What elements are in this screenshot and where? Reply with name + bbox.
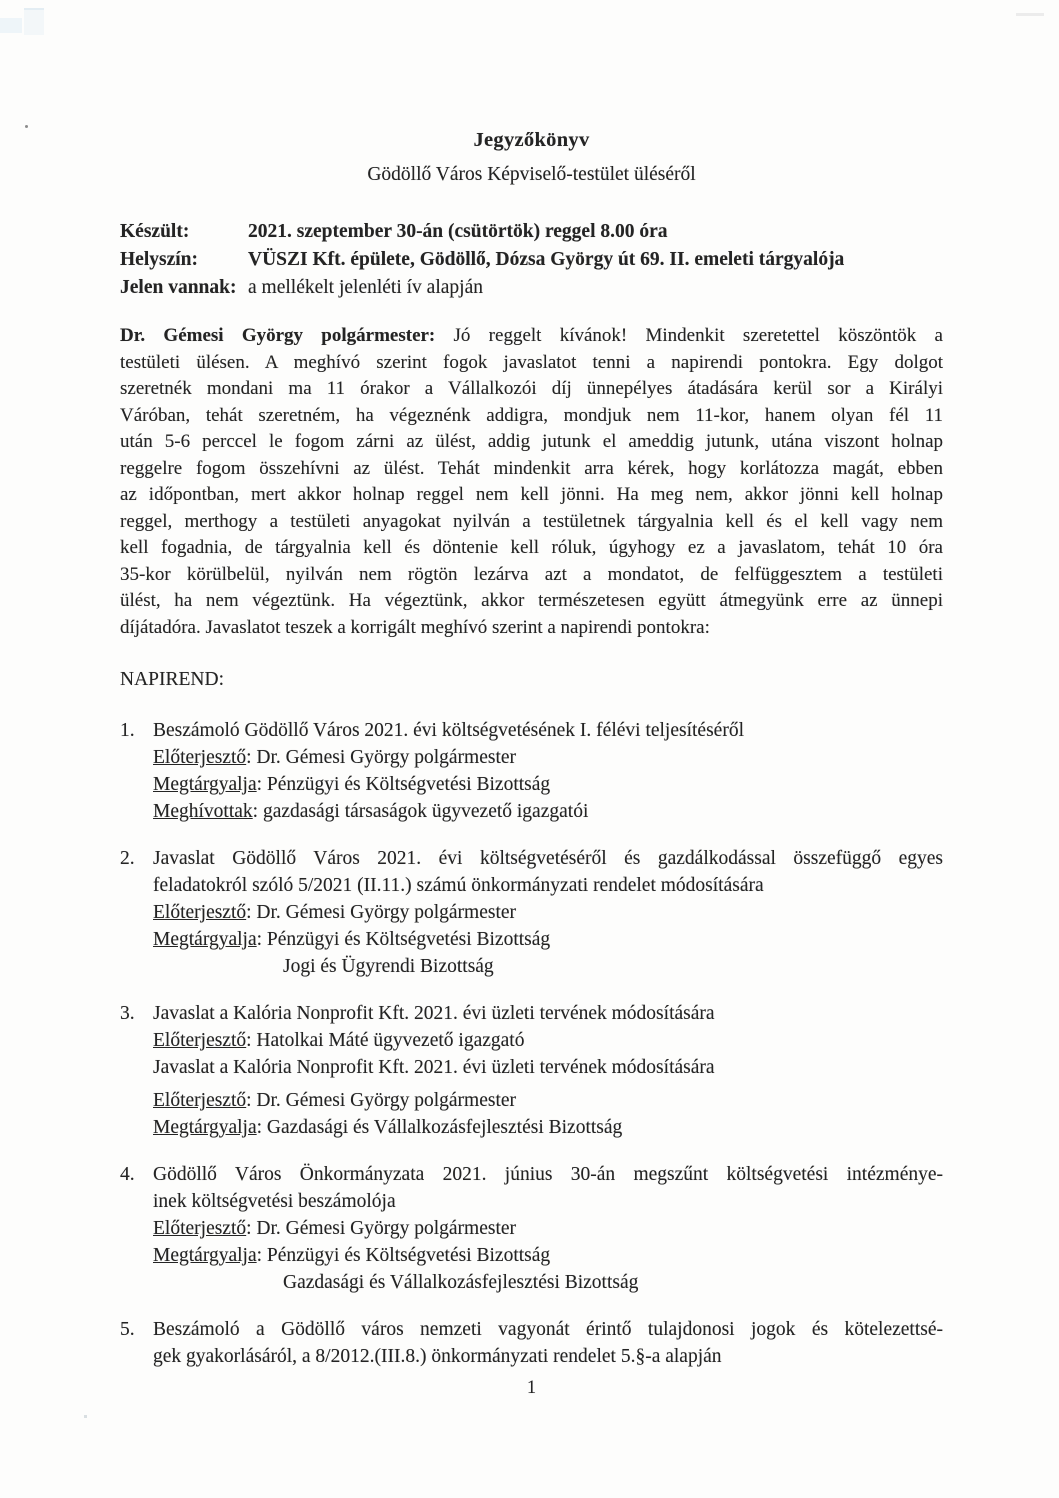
submitter-label: Előterjesztő [153, 1090, 247, 1111]
agenda-item-number: 3. [120, 1003, 135, 1024]
agenda-item-body [153, 717, 943, 825]
agenda-item-title: Javaslat a Kalória Nonprofit Kft. 2021. évi üzleti tervének módosítására [153, 1003, 715, 1024]
meta-block [120, 218, 943, 302]
meta-row-jelen-vannak [120, 274, 943, 302]
submitter-value: : Dr. Gémesi György polgármester [246, 1218, 517, 1239]
discusses-label: Megtárgyalja [153, 774, 257, 795]
discusses-label: Megtárgyalja [153, 1245, 257, 1266]
invited-value: : gazdasági társaságok ügyvezető igazgatói [252, 801, 589, 822]
agenda-item-title-line2: gek gyakorlásáról, a 8/2012.(III.8.) önkormányzati rendelet 5.§-a alapján [153, 1346, 722, 1367]
meta-label: Jelen vannak: [120, 277, 237, 298]
agenda-discusses-line2: Jogi és Ügyrendi Bizottság [283, 956, 494, 977]
speech-line: testületi ülésen. A meghívó szerint fogok javaslatot tenni a napirendi pontokra. Egy dolgot [120, 351, 943, 373]
meta-value: VÜSZI Kft. épülete, Gödöllő, Dózsa György út 69. II. emeleti tárgyalója [248, 249, 845, 270]
speech-line-first-text: Jó reggelt kívánok! Mindenkit szeretettel köszöntök a [435, 325, 943, 346]
speech-line: reggel, merthogy a testületi anyagokat nyilván a testületnek tárgyalnia kell és el kell vagy nem [120, 510, 943, 532]
submitter-value: : Dr. Gémesi György polgármester [246, 902, 517, 923]
submitter-label: Előterjesztő [153, 1030, 247, 1051]
discusses-value: : Pénzügyi és Költségvetési Bizottság [256, 929, 551, 950]
page-subtitle: Gödöllő Város Képviselő-testület üléséről [367, 164, 696, 185]
agenda-item-4 [120, 1161, 943, 1296]
agenda-item-5 [120, 1316, 943, 1370]
discusses-value: : Pénzügyi és Költségvetési Bizottság [256, 1245, 551, 1266]
agenda-submitter-line2 [153, 1087, 943, 1114]
agenda-item-title-line2: inek költségvetési beszámolója [153, 1191, 396, 1212]
agenda-item-body [153, 1000, 943, 1141]
speech-line: az időpontban, mert akkor holnap reggel nem kell jönni. Ha meg nem, akkor jönni kell holnap [120, 484, 943, 505]
agenda-submitter-line [153, 899, 943, 926]
discusses-value: : Gazdasági és Vállalkozásfejlesztési Bizottság [256, 1117, 623, 1138]
meta-row-keszult [120, 218, 943, 246]
agenda-discusses-line [153, 926, 943, 953]
scan-artifact [25, 125, 28, 128]
agenda-submitter-line [153, 1215, 943, 1242]
agenda-item-number: 5. [120, 1319, 135, 1340]
agenda-item-title-line1: Beszámoló a Gödöllő város nemzeti vagyonát érintő tulajdonosi jogok és kötelezettsé- [153, 1319, 943, 1340]
scan-artifact [1016, 13, 1044, 16]
agenda-item-title-line1: Javaslat Gödöllő Város 2021. évi költségvetéséről és gazdálkodással összefüggő egyes [153, 848, 943, 869]
agenda-item-number: 4. [120, 1164, 135, 1185]
agenda-list [120, 717, 943, 1370]
agenda-discusses-line [153, 771, 943, 798]
agenda-item-1 [120, 717, 943, 825]
agenda-item-body [153, 1161, 943, 1296]
meta-value: a mellékelt jelenléti ív alapján [248, 277, 483, 298]
speech-line: kell fogadnia, de tárgyalnia kell és döntenie kell róluk, úgyhogy ez a javaslatom, tehát 10 óra [120, 537, 943, 558]
scan-artifact [0, 18, 22, 33]
agenda-item-3 [120, 1000, 943, 1141]
agenda-item-title-line1: Gödöllő Város Önkormányzata 2021. június 30-án megszűnt költségvetési intézménye- [153, 1164, 943, 1185]
page-title: Jegyzőkönyv [473, 129, 590, 151]
speech-lines [120, 350, 943, 642]
speech-line: után 5-6 perccel le fogom zárni az ülést, addig jutunk el ameddig jutunk, utána viszont holnap [120, 431, 943, 452]
agenda-repeat-title-line: Javaslat a Kalória Nonprofit Kft. 2021. évi üzleti tervének módosítására [153, 1057, 715, 1078]
speech-line: ülést, ha nem végeztünk. Ha végeztünk, akkor természetesen együtt átmegyünk erre az ünnepi [120, 590, 943, 611]
page-number: 1 [526, 1378, 537, 1398]
discusses-value: : Pénzügyi és Költségvetési Bizottság [256, 774, 551, 795]
meta-value: 2021. szeptember 30-án (csütörtök) reggel 8.00 óra [248, 221, 668, 242]
agenda-item-number: 2. [120, 848, 135, 869]
speech-line: Váróban, tehát szeretném, ha végeznénk addigra, mondjuk nem 11-kor, hanem olyan fél 11 [120, 404, 943, 426]
speech-line: díjátadóra. Javaslatot teszek a korrigált meghívó szerint a napirendi pontokra: [120, 616, 710, 638]
invited-label: Meghívottak [153, 801, 253, 822]
submitter-label: Előterjesztő [153, 1218, 247, 1239]
submitter-label: Előterjesztő [153, 747, 247, 768]
agenda-item-title: Beszámoló Gödöllő Város 2021. évi költségvetésének I. félévi teljesítéséről [153, 720, 744, 741]
meta-label: Készült: [120, 221, 190, 242]
submitter-value: : Dr. Gémesi György polgármester [246, 1090, 517, 1111]
speech-paragraph [120, 323, 943, 641]
speech-line: 35-kor körülbelül, nyilván nem rögtön lezárva azt a mondatot, de felfüggesztem a testületi [120, 563, 943, 585]
scan-artifact [84, 1415, 87, 1418]
speech-line: szeretnék mondani ma 11 órakor a Vállalkozói díj ünnepélyes átadására kerül sor a Királyi [120, 378, 943, 399]
discusses-label: Megtárgyalja [153, 1117, 257, 1138]
agenda-discusses-line [153, 1242, 943, 1269]
agenda-item-title-line2: feladatokról szóló 5/2021 (II.11.) számú önkormányzati rendelet módosítására [153, 875, 764, 896]
submitter-label: Előterjesztő [153, 902, 247, 923]
agenda-item-body [153, 845, 943, 980]
agenda-item-2 [120, 845, 943, 980]
agenda-discusses-line2: Gazdasági és Vállalkozásfejlesztési Bizottság [283, 1272, 639, 1293]
speaker-name: Dr. Gémesi György polgármester: [120, 325, 436, 346]
agenda-item-body [153, 1316, 943, 1370]
agenda-submitter-line [153, 744, 943, 771]
discusses-label: Megtárgyalja [153, 929, 257, 950]
submitter-value: : Dr. Gémesi György polgármester [246, 747, 517, 768]
speech-line-first [120, 323, 943, 350]
agenda-invited-line [153, 798, 943, 825]
speech-line: reggelre fogom összehívni az ülést. Tehát mindenkit arra kérek, hogy korlátozza magát, ebben [120, 457, 943, 479]
meta-row-helyszin [120, 246, 943, 274]
agenda-discusses-line [153, 1114, 943, 1141]
scan-artifact [24, 8, 44, 35]
agenda-item-number: 1. [120, 720, 135, 741]
meta-label: Helyszín: [120, 249, 198, 270]
agenda-heading: NAPIREND: [120, 669, 225, 690]
submitter-value: : Hatolkai Máté ügyvezető igazgató [246, 1030, 525, 1051]
agenda-submitter-line [153, 1027, 943, 1054]
